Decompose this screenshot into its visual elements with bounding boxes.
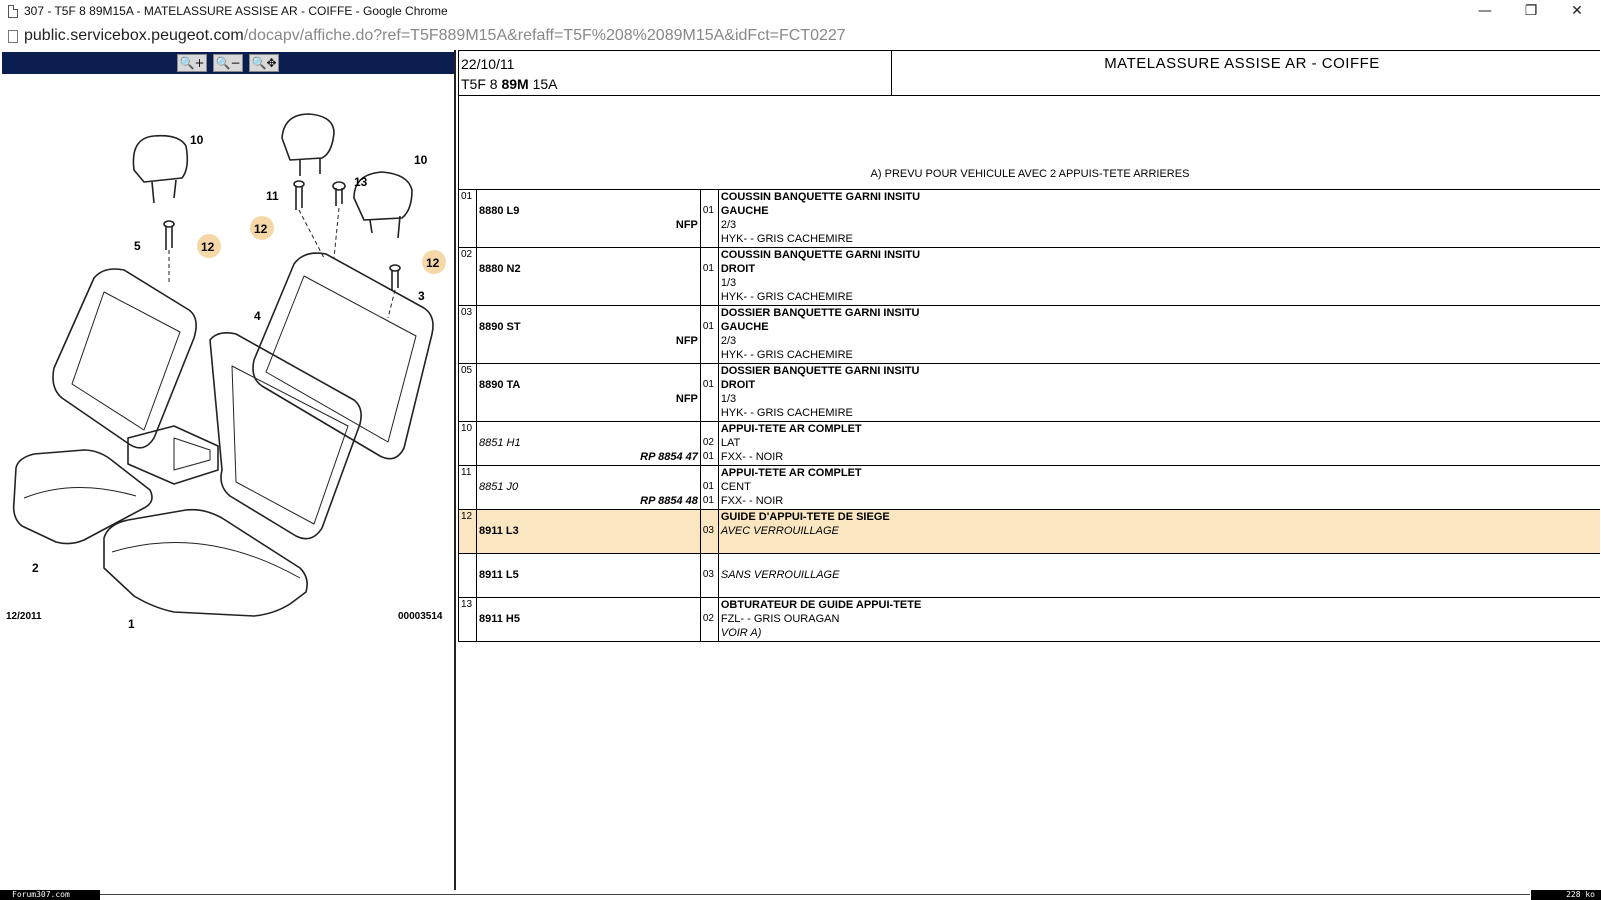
table-row[interactable] — [459, 422, 1601, 466]
zoom-toolbar — [2, 52, 454, 74]
parts-table — [458, 189, 1600, 642]
row-quantity-cell — [700, 190, 718, 248]
callout-5: 5 — [134, 239, 141, 253]
diagram-code: 00003514 — [398, 611, 443, 622]
part-reference[interactable]: 8851 J0 — [478, 481, 519, 493]
description-heading: APPUI-TETE AR COMPLET — [720, 423, 862, 435]
backrest-3-shape — [253, 253, 433, 459]
row-description-cell — [718, 466, 1600, 510]
row-reference-cell — [476, 248, 700, 306]
page-icon — [8, 30, 18, 43]
description-line: GAUCHE — [720, 205, 769, 217]
quantity-value: 01 — [702, 263, 714, 274]
callout-10-right: 10 — [414, 153, 428, 167]
url-text[interactable] — [24, 27, 846, 45]
status-right: 228 ko — [1531, 890, 1601, 900]
bottom-divider — [100, 894, 1530, 895]
quantity-value: 01 — [702, 379, 714, 390]
callout-12-a: 12 — [201, 240, 215, 254]
table-row[interactable] — [459, 510, 1601, 554]
diagram-date: 12/2011 — [6, 611, 42, 622]
callout-1: 1 — [128, 617, 135, 631]
table-row[interactable] — [459, 466, 1601, 510]
table-row[interactable] — [459, 554, 1601, 598]
callout-11: 11 — [266, 189, 279, 203]
table-row[interactable] — [459, 306, 1601, 364]
part-reference[interactable]: 8911 H5 — [478, 613, 520, 625]
quantity-value: 02 — [702, 613, 714, 624]
row-quantity-cell — [700, 422, 718, 466]
window-title: 307 - T5F 8 89M15A - MATELASSURE ASSISE AR - COIFFE - Google Chrome — [24, 4, 448, 18]
quantity-value: 03 — [702, 525, 714, 536]
callout-4: 4 — [254, 309, 261, 323]
table-row[interactable] — [459, 364, 1601, 422]
description-heading: OBTURATEUR DE GUIDE APPUI-TETE — [720, 599, 922, 611]
callout-12-c: 12 — [426, 256, 440, 270]
description-heading: COUSSIN BANQUETTE GARNI INSITU — [720, 249, 921, 261]
part-reference[interactable]: 8880 N2 — [478, 263, 521, 275]
description-line: 1/3 — [720, 393, 737, 405]
headrest-11-shape — [282, 114, 334, 160]
part-suffix: NFP — [675, 219, 698, 231]
zoom-out-button[interactable]: 🔍− — [213, 54, 243, 72]
ref-bold: 89M — [501, 76, 529, 92]
description-line: DROIT — [720, 263, 756, 275]
quantity-value: 01 — [702, 451, 714, 462]
part-reference[interactable]: 8851 H1 — [478, 437, 521, 449]
description-line: DROIT — [720, 379, 756, 391]
minimize-button[interactable]: — — [1478, 3, 1492, 19]
exploded-seat-diagram — [4, 78, 452, 631]
headrest-10-left-shape — [133, 136, 187, 182]
row-reference-cell — [476, 554, 700, 598]
description-line: AVEC VERROUILLAGE — [720, 525, 839, 537]
description-line: 2/3 — [720, 335, 737, 347]
row-index: 01 — [459, 190, 477, 248]
row-quantity-cell — [700, 466, 718, 510]
description-line: VOIR A) — [720, 627, 762, 639]
row-description-cell — [718, 554, 1600, 598]
callout-12-b: 12 — [254, 222, 268, 236]
description-line: HYK- - GRIS CACHEMIRE — [720, 233, 853, 245]
row-quantity-cell — [700, 306, 718, 364]
row-description-cell — [718, 510, 1600, 554]
cushion-2-shape — [14, 450, 152, 544]
row-index: 02 — [459, 248, 477, 306]
description-line: CENT — [720, 481, 751, 493]
part-reference[interactable]: 8890 TA — [478, 379, 521, 391]
row-reference-cell — [476, 510, 700, 554]
quantity-value: 01 — [702, 481, 714, 492]
description-heading: DOSSIER BANQUETTE GARNI INSITU — [720, 365, 920, 377]
backrest-4-shape — [210, 333, 361, 539]
window-controls — [1462, 0, 1600, 22]
callout-10-left: 10 — [190, 133, 204, 147]
callout-13: 13 — [354, 175, 368, 189]
row-index: 05 — [459, 364, 477, 422]
description-heading: GUIDE D'APPUI-TETE DE SIEGE — [720, 511, 890, 523]
callout-2: 2 — [32, 561, 39, 575]
quantity-value: 02 — [702, 437, 714, 448]
url-host: public.servicebox.peugeot.com — [24, 27, 244, 44]
header-date: 22/10/11 — [461, 56, 515, 72]
part-reference[interactable]: 8890 ST — [478, 321, 521, 333]
part-suffix: RP 8854 47 — [640, 451, 698, 463]
address-bar[interactable] — [0, 24, 1600, 48]
description-line: FZL- - GRIS OURAGAN — [720, 613, 840, 625]
row-index: 13 — [459, 598, 477, 642]
row-reference-cell — [476, 306, 700, 364]
url-path: /docapv/affiche.do?ref=T5F889M15A&refaff=T5F%208%2089M15A&idFct=FCT0227 — [243, 27, 846, 44]
quantity-value: 01 — [702, 205, 714, 216]
row-quantity-cell — [700, 598, 718, 642]
table-row[interactable] — [459, 190, 1601, 248]
row-description-cell — [718, 248, 1600, 306]
row-index — [459, 554, 477, 598]
row-description-cell — [718, 306, 1600, 364]
page-title: MATELASSURE ASSISE AR - COIFFE — [1104, 55, 1380, 72]
row-reference-cell — [476, 364, 700, 422]
row-index: 12 — [459, 510, 477, 554]
backrest-5-shape — [53, 269, 196, 448]
part-suffix: NFP — [675, 393, 698, 405]
diagram-pane — [0, 50, 456, 890]
ref-suffix: 15A — [528, 76, 558, 92]
description-line: HYK- - GRIS CACHEMIRE — [720, 291, 853, 303]
row-quantity-cell — [700, 364, 718, 422]
restore-button[interactable]: ❐ — [1524, 3, 1538, 19]
description-line: LAT — [720, 437, 741, 449]
cushion-1-shape — [104, 510, 307, 616]
document-icon — [8, 5, 18, 18]
note-box — [458, 96, 1600, 190]
close-button[interactable]: ✕ — [1571, 3, 1583, 19]
row-index: 03 — [459, 306, 477, 364]
zoom-pan-button[interactable]: 🔍✥ — [249, 54, 279, 72]
header-reference — [461, 76, 558, 92]
row-quantity-cell — [700, 248, 718, 306]
row-reference-cell — [476, 190, 700, 248]
row-index: 10 — [459, 422, 477, 466]
status-left: Forum307.com — [0, 890, 100, 900]
description-line: SANS VERROUILLAGE — [720, 569, 840, 581]
description-line: FXX- - NOIR — [720, 495, 784, 507]
armrest-box-shape — [128, 426, 218, 484]
parts-header — [458, 50, 1600, 96]
row-reference-cell — [476, 422, 700, 466]
description-line: HYK- - GRIS CACHEMIRE — [720, 407, 853, 419]
row-quantity-cell — [700, 554, 718, 598]
part-reference[interactable]: 8911 L3 — [478, 525, 519, 537]
table-row[interactable] — [459, 248, 1601, 306]
title-bar — [0, 0, 1600, 22]
row-description-cell — [718, 190, 1600, 248]
parts-table-body — [459, 190, 1601, 642]
row-reference-cell — [476, 466, 700, 510]
row-description-cell — [718, 364, 1600, 422]
row-description-cell — [718, 422, 1600, 466]
description-line: GAUCHE — [720, 321, 769, 333]
description-line: FXX- - NOIR — [720, 451, 784, 463]
parts-pane — [458, 50, 1600, 890]
note-text: A) PREVU POUR VEHICULE AVEC 2 APPUIS-TETE ARRIERES — [870, 168, 1190, 180]
part-reference[interactable]: 8880 L9 — [478, 205, 520, 217]
part-suffix: RP 8854 48 — [640, 495, 698, 507]
row-quantity-cell — [700, 510, 718, 554]
row-index: 11 — [459, 466, 477, 510]
description-line: 1/3 — [720, 277, 737, 289]
description-heading: DOSSIER BANQUETTE GARNI INSITU — [720, 307, 920, 319]
description-line: 2/3 — [720, 219, 737, 231]
ref-prefix: T5F 8 — [461, 76, 502, 92]
description-heading: APPUI-TETE AR COMPLET — [720, 467, 862, 479]
part-reference[interactable]: 8911 L5 — [478, 569, 519, 581]
table-row[interactable] — [459, 598, 1601, 642]
row-description-cell — [718, 598, 1600, 642]
quantity-value: 01 — [702, 495, 714, 506]
zoom-in-button[interactable]: 🔍+ — [177, 54, 207, 72]
quantity-value: 03 — [702, 569, 714, 580]
callout-3: 3 — [418, 289, 425, 303]
description-line: HYK- - GRIS CACHEMIRE — [720, 349, 853, 361]
row-reference-cell — [476, 598, 700, 642]
part-suffix: NFP — [675, 335, 698, 347]
quantity-value: 01 — [702, 321, 714, 332]
description-heading: COUSSIN BANQUETTE GARNI INSITU — [720, 191, 921, 203]
